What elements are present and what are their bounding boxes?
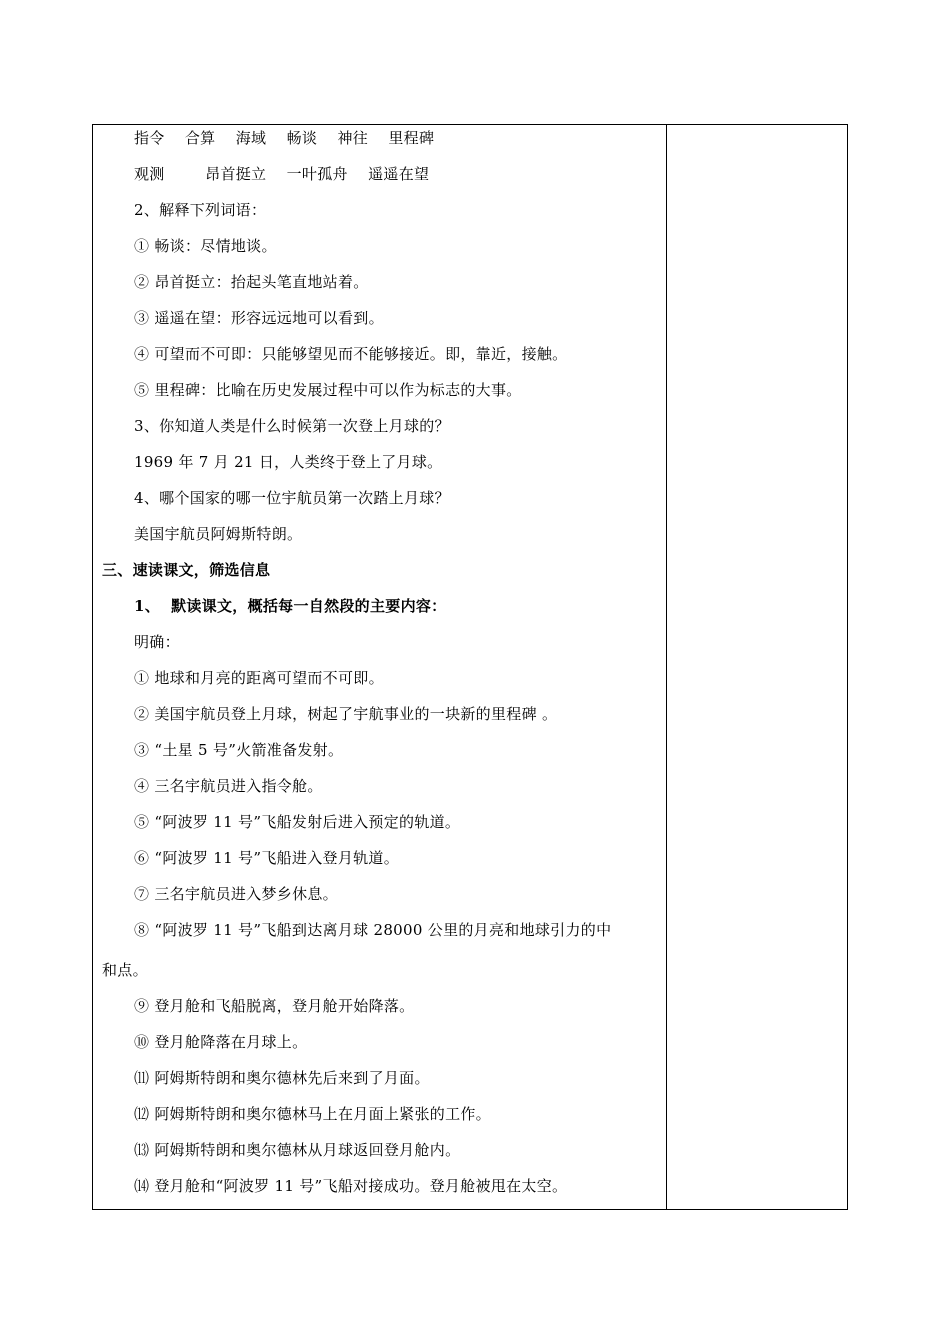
summary-11: ⑾ 阿姆斯特朗和奥尔德林先后来到了月面。 <box>134 1069 430 1087</box>
summary-4: ④ 三名宇航员进入指令舱。 <box>134 777 323 795</box>
summary-3: ③ “土星 5 号”火箭准备发射。 <box>134 741 344 759</box>
summary-8: ⑧ “阿波罗 11 号”飞船到达离月球 28000 公里的月亮和地球引力的中 <box>134 921 612 939</box>
summary-8-continued: 和点。 <box>102 961 148 979</box>
clarify-label: 明确： <box>134 633 180 651</box>
vocab-line-2: 观测 昂首挺立 一叶孤舟 遥遥在望 <box>134 165 430 183</box>
column-divider <box>666 124 667 1210</box>
definition-5: ⑤ 里程碑：比喻在历史发展过程中可以作为标志的大事。 <box>134 381 522 399</box>
summary-10: ⑩ 登月舱降落在月球上。 <box>134 1033 308 1051</box>
summary-13: ⒀ 阿姆斯特朗和奥尔德林从月球返回登月舱内。 <box>134 1141 461 1159</box>
definition-2: ② 昂首挺立：抬起头笔直地站着。 <box>134 273 369 291</box>
summary-2: ② 美国宇航员登上月球，树起了宇航事业的一块新的里程碑 。 <box>134 705 558 723</box>
summary-9: ⑨ 登月舱和飞船脱离，登月舱开始降落。 <box>134 997 415 1015</box>
answer-3: 1969 年 7 月 21 日，人类终于登上了月球。 <box>134 453 443 471</box>
section-heading: 三、速读课文，筛选信息 <box>102 561 271 579</box>
summary-6: ⑥ “阿波罗 11 号”飞船进入登月轨道。 <box>134 849 400 867</box>
definition-4: ④ 可望而不可即：只能够望见而不能够接近。即，靠近，接触。 <box>134 345 568 363</box>
summary-14: ⒁ 登月舱和“阿波罗 11 号”飞船对接成功。登月舱被甩在太空。 <box>134 1177 568 1195</box>
definition-1: ① 畅谈：尽情地谈。 <box>134 237 277 255</box>
summary-7: ⑦ 三名宇航员进入梦乡休息。 <box>134 885 338 903</box>
answer-4: 美国宇航员阿姆斯特朗。 <box>134 525 303 543</box>
vocab-line-1: 指令 合算 海域 畅谈 神往 里程碑 <box>134 129 435 147</box>
question-4: 4、哪个国家的哪一位宇航员第一次踏上月球？ <box>134 489 450 507</box>
summary-5: ⑤ “阿波罗 11 号”飞船发射后进入预定的轨道。 <box>134 813 461 831</box>
question-3: 3、你知道人类是什么时候第一次登上月球的？ <box>134 417 450 435</box>
question-2: 2、解释下列词语： <box>134 201 267 219</box>
definition-3: ③ 遥遥在望：形容远远地可以看到。 <box>134 309 384 327</box>
summary-12: ⑿ 阿姆斯特朗和奥尔德林马上在月面上紧张的工作。 <box>134 1105 491 1123</box>
summary-1: ① 地球和月亮的距离可望而不可即。 <box>134 669 384 687</box>
task-1: 1、 默读课文，概括每一自然段的主要内容： <box>134 597 447 615</box>
